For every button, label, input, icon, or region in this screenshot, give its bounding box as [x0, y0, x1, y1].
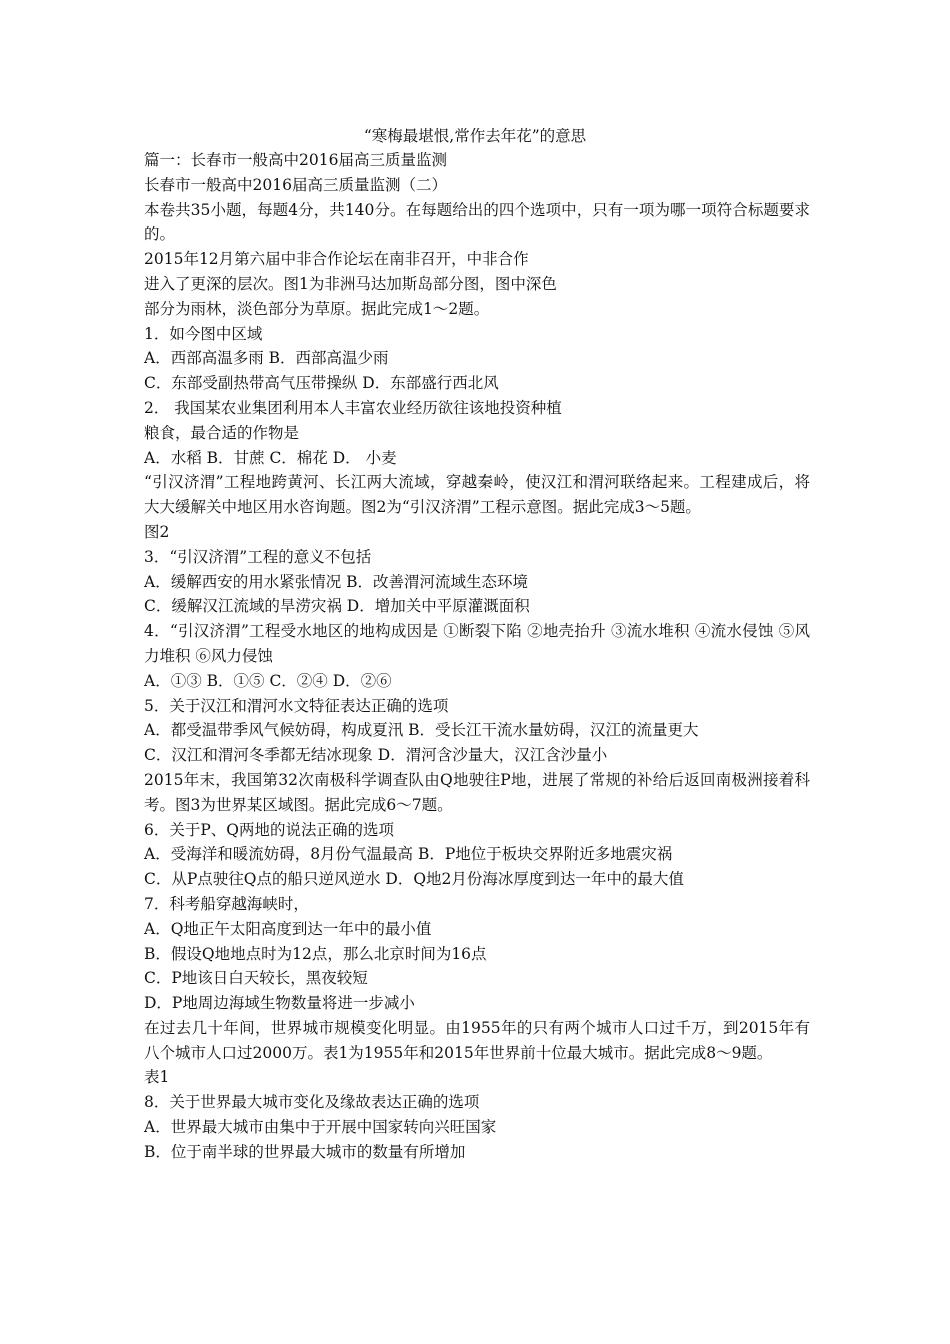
- options-line: A．缓解西安的用水紧张情况 B．改善渭河流域生态环境: [144, 572, 529, 591]
- text-line: 在过去几十年间，世界城市规模变化明显。由1955年的只有两个城市人口过千万，到2015年有八个城市人口过2000万。表1为1955年和2015年世界前十位最大城市。据此完成8～9题。: [144, 1018, 810, 1062]
- options-line: A．西部高温多雨 B．西部高温少雨: [144, 349, 389, 368]
- options-line: B．位于南半球的世界最大城市的数量有所增加: [144, 1142, 466, 1161]
- options-line: A．都受温带季风气候妨碍，构成夏汛 B．受长江干流水量妨碍，汉江的流量更大: [144, 721, 699, 740]
- question-7: 7．科考船穿越海峡时，: [144, 894, 309, 913]
- options-line: A．受海洋和暖流妨碍，8月份气温最高 B．P地位于板块交界附近多地震灾祸: [144, 845, 673, 864]
- text-line: 本卷共35小题，每题4分，共140分。在每题给出的四个选项中，只有一项为哪一项符合标题要求的。: [144, 200, 810, 244]
- text-line: 进入了更深的层次。图1为非洲马达加斯岛部分图，图中深色: [144, 274, 557, 293]
- question-2: 2． 我国某农业集团利用本人丰富农业经历欲往该地投资种植: [144, 398, 562, 417]
- document-title: “寒梅最堪恨,常作去年花”的意思: [363, 127, 587, 145]
- question-5: 5．关于汉江和渭河水文特征表达正确的选项: [144, 696, 449, 715]
- question-3: 3．“引汉济渭”工程的意义不包括: [144, 547, 372, 566]
- text-line: 2015年12月第六届中非合作论坛在南非召开，中非合作: [144, 250, 529, 269]
- text-line: 篇一：长春市一般高中2016届高三质量监测: [144, 151, 447, 169]
- options-line: A．Q地正午太阳高度到达一年中的最小值: [144, 919, 432, 938]
- options-line: C．P地该日白天较长，黑夜较短: [144, 969, 368, 988]
- options-line: B．假设Q地地点时为12点，那么北京时间为16点: [144, 944, 487, 963]
- text-line: 部分为雨林，淡色部分为草原。据此完成1～2题。: [144, 299, 490, 318]
- figure-label: 图2: [144, 522, 170, 541]
- text-line: “引汉济渭”工程地跨黄河、长江两大流域，穿越秦岭，使汉江和渭河联络起来。工程建成后，将大大缓解关中地区用水咨询题。图2为“引汉济渭”工程示意图。据此完成3～5题。: [144, 473, 810, 517]
- text-line: 长春市一般高中2016届高三质量监测（二）: [144, 175, 447, 194]
- options-line: D．P地周边海域生物数量将进一步减小: [144, 994, 415, 1013]
- question-6: 6．关于P、Q两地的说法正确的选项: [144, 820, 394, 839]
- options-line: C．汉江和渭河冬季都无结冰现象 D．渭河含沙量大，汉江含沙量小: [144, 746, 608, 765]
- options-line: C．从P点驶往Q点的船只逆风逆水 D．Q地2月份海冰厚度到达一年中的最大值: [144, 870, 684, 889]
- table-label: 表1: [144, 1068, 170, 1087]
- question-8: 8．关于世界最大城市变化及缘故表达正确的选项: [144, 1093, 480, 1112]
- options-line: A．世界最大城市由集中于开展中国家转向兴旺国家: [144, 1118, 497, 1137]
- options-line: C．缓解汉江流域的旱涝灾祸 D．增加关中平原灌溉面积: [144, 597, 530, 616]
- document-body: [144, 148, 810, 1165]
- options-line: C．东部受副热带高气压带操纵 D．东部盛行西北风: [144, 374, 499, 393]
- options-line: A．水稻 B．甘蔗 C．棉花 D． 小麦: [144, 448, 397, 467]
- question-1: 1．如今图中区域: [144, 324, 263, 343]
- text-line: 2015年末，我国第32次南极科学调查队由Q地驶往P地，进展了常规的补给后返回南极洲接着科考。图3为世界某区域图。据此完成6～7题。: [144, 770, 810, 814]
- text-line: 粮食，最合适的作物是: [144, 423, 300, 442]
- question-4: 4．“引汉济渭”工程受水地区的地构成因是 ①断裂下陷 ②地壳抬升 ③流水堆积 ④流水侵蚀 ⑤风力堆积 ⑥风力侵蚀: [144, 622, 810, 665]
- options-line: A．①③ B．①⑤ C．②④ D．②⑥: [144, 671, 392, 690]
